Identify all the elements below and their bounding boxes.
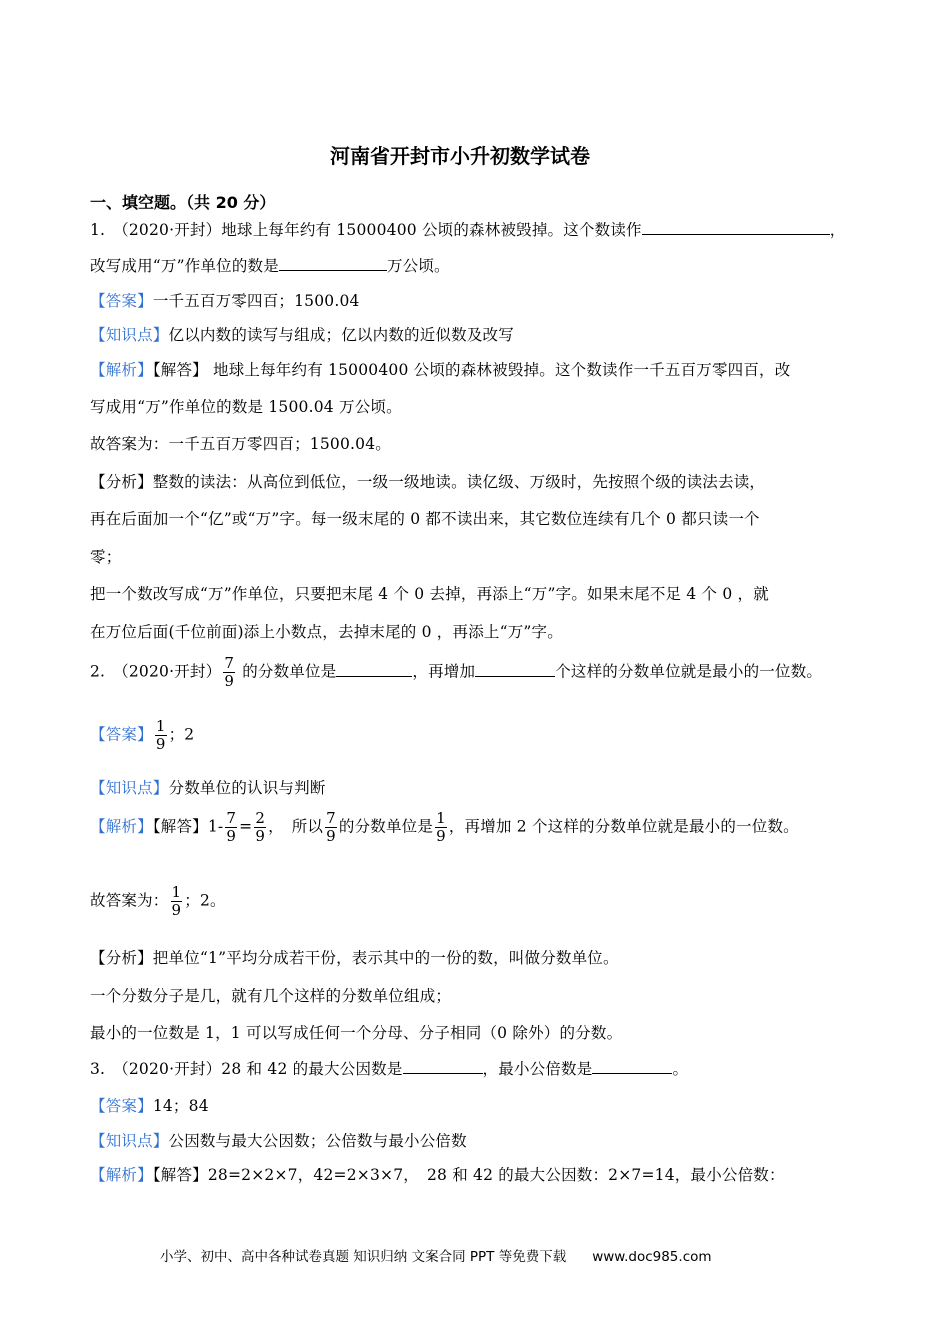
q2-analysis-fraction-3 [325, 810, 337, 845]
q2-text-c: 个这样的分数单位就是最小的一位数。 [555, 662, 823, 681]
q2-fenxi-2: 一个分数分子是几，就有几个这样的分数单位组成； [90, 987, 452, 1005]
q3-blank-1[interactable] [403, 1058, 483, 1074]
q2-knowledge-text: 分数单位的认识与判断 [168, 779, 326, 797]
q2-fenxi-3: 最小的一位数是 1，1 可以写成任何一个分母、分子相同（0 除外）的分数。 [90, 1024, 623, 1042]
q2-analysis-fraction-4 [435, 810, 447, 845]
frac-num: 1 [155, 717, 166, 735]
knowledge-tag: 【知识点】 [90, 326, 169, 344]
q2-answer-fraction [155, 718, 167, 753]
q3-answer-text: 14；84 [152, 1097, 209, 1115]
q1-knowledge-text: 亿以内数的读写与组成；亿以内数的近似数及改写 [168, 326, 514, 344]
q2-prefix: 2. （2020·开封） [90, 662, 222, 681]
q1-line1 [90, 218, 845, 240]
q1-so-answer: 故答案为：一千五百万零四百；1500.04。 [90, 435, 391, 453]
q1-analysis-2: 写成用“万”作单位的数是 1500.04 万公顷。 [90, 398, 402, 416]
frac-den: 9 [436, 827, 446, 845]
q2-analysis-b: ， 所以 [268, 817, 324, 836]
q2-text-b: ，再增加 [412, 662, 476, 681]
q1-fenxi-3: 零； [90, 548, 122, 566]
q2-analysis-c: 的分数单位是 [338, 817, 434, 836]
answer-tag: 【答案】 [90, 725, 153, 744]
q1-text-b: ， [829, 221, 846, 239]
frac-den: 9 [326, 827, 336, 845]
frac-den: 9 [255, 827, 266, 845]
q2-analysis-d: ，再增加 2 个这样的分数单位就是最小的一位数。 [448, 817, 799, 836]
q3-answer [90, 1094, 209, 1116]
q2-analysis-fraction-1 [225, 810, 237, 845]
frac-num: 7 [226, 809, 237, 827]
frac-num: 1 [436, 809, 446, 827]
q2-analysis-a: 【解答】1- [152, 817, 224, 836]
frac-num: 7 [326, 809, 336, 827]
analysis-tag: 【解析】 [90, 817, 153, 836]
q2-line [90, 655, 822, 690]
q1-text-a: 1. （2020·开封）地球上每年约有 15000400 公顷的森林被毁掉。这个数读作 [90, 221, 642, 239]
q1-line2 [90, 254, 450, 276]
footer [160, 1245, 712, 1265]
q2-so-a: 故答案为： [90, 891, 169, 910]
q2-blank-2[interactable] [475, 661, 555, 677]
q2-analysis-fraction-2 [254, 810, 266, 845]
frac-den: 9 [226, 827, 237, 845]
q1-line2-b: 万公顷。 [386, 257, 450, 275]
page-title: 河南省开封市小升初数学试卷 [330, 144, 590, 168]
knowledge-tag: 【知识点】 [90, 779, 169, 797]
footer-left: 小学、初中、高中各种试卷真题 知识归纳 文案合同 PPT 等免费下载 [160, 1249, 567, 1265]
q2-text-a: 的分数单位是 [237, 662, 337, 681]
q1-knowledge [90, 323, 514, 345]
q3-line [90, 1057, 688, 1079]
q2-blank-1[interactable] [336, 661, 412, 677]
q3-knowledge [90, 1129, 467, 1151]
q2-fraction [223, 655, 235, 690]
q1-answer-text: 一千五百万零四百；1500.04 [152, 292, 360, 310]
analysis-tag: 【解析】 [90, 361, 153, 379]
q3-analysis [90, 1163, 785, 1185]
q1-fenxi-2: 再在后面加一个“亿”或“万”字。每一级末尾的 0 都不读出来，其它数位连续有几个 0 都只读一个 [90, 510, 760, 528]
q3-text-b: ，最小公倍数是 [482, 1060, 593, 1078]
q3-text-a: 3. （2020·开封）28 和 42 的最大公因数是 [90, 1060, 403, 1078]
q2-fenxi-1: 【分析】把单位“1”平均分成若干份，表示其中的一份的数，叫做分数单位。 [90, 949, 619, 967]
q1-blank-2[interactable] [279, 255, 387, 271]
frac-den: 9 [155, 735, 166, 753]
q2-answer [90, 718, 194, 753]
q2-analysis [90, 810, 799, 845]
knowledge-tag: 【知识点】 [90, 1132, 169, 1150]
section-heading: 一、填空题。（共 20 分） [90, 193, 276, 212]
q2-answer-rest: ；2 [168, 725, 195, 744]
q2-so-fraction [171, 884, 183, 919]
frac-num: 7 [224, 654, 235, 672]
q2-so-b: ；2。 [184, 891, 226, 910]
footer-link[interactable]: www.doc985.com [592, 1249, 712, 1265]
frac-num: 2 [255, 809, 266, 827]
q3-analysis-text: 【解答】28=2×2×7，42=2×3×7， 28 和 42 的最大公因数：2×7=14，最小公倍数： [152, 1166, 785, 1184]
q1-answer [90, 289, 360, 311]
q3-knowledge-text: 公因数与最大公因数；公倍数与最小公倍数 [168, 1132, 467, 1150]
q1-fenxi-4: 把一个数改写成“万”作单位，只要把末尾 4 个 0 去掉，再添上“万”字。如果末尾不足 4 个 0 ，就 [90, 585, 769, 603]
q1-analysis-1 [90, 358, 790, 380]
q3-blank-2[interactable] [592, 1058, 672, 1074]
frac-num: 1 [171, 883, 182, 901]
q1-line2-a: 改写成用“万”作单位的数是 [90, 257, 279, 275]
q3-text-c: 。 [672, 1060, 689, 1078]
q1-analysis-text-1: 【解答】 地球上每年约有 15000400 公顷的森林被毁掉。这个数读作一千五百万零四百，改 [152, 361, 791, 379]
q2-so-answer [90, 884, 226, 919]
analysis-tag: 【解析】 [90, 1166, 153, 1184]
answer-tag: 【答案】 [90, 1097, 153, 1115]
q1-fenxi-5: 在万位后面(千位前面)添上小数点，去掉末尾的 0 ，再添上“万”字。 [90, 623, 563, 641]
q1-blank-1[interactable] [642, 219, 830, 235]
q2-eq: = [239, 817, 253, 836]
frac-den: 9 [171, 901, 182, 919]
answer-tag: 【答案】 [90, 292, 153, 310]
frac-den: 9 [224, 672, 235, 690]
q1-fenxi-1: 【分析】整数的读法：从高位到低位，一级一级地读。读亿级、万级时，先按照个级的读法去读， [90, 473, 766, 491]
q2-knowledge [90, 776, 326, 798]
